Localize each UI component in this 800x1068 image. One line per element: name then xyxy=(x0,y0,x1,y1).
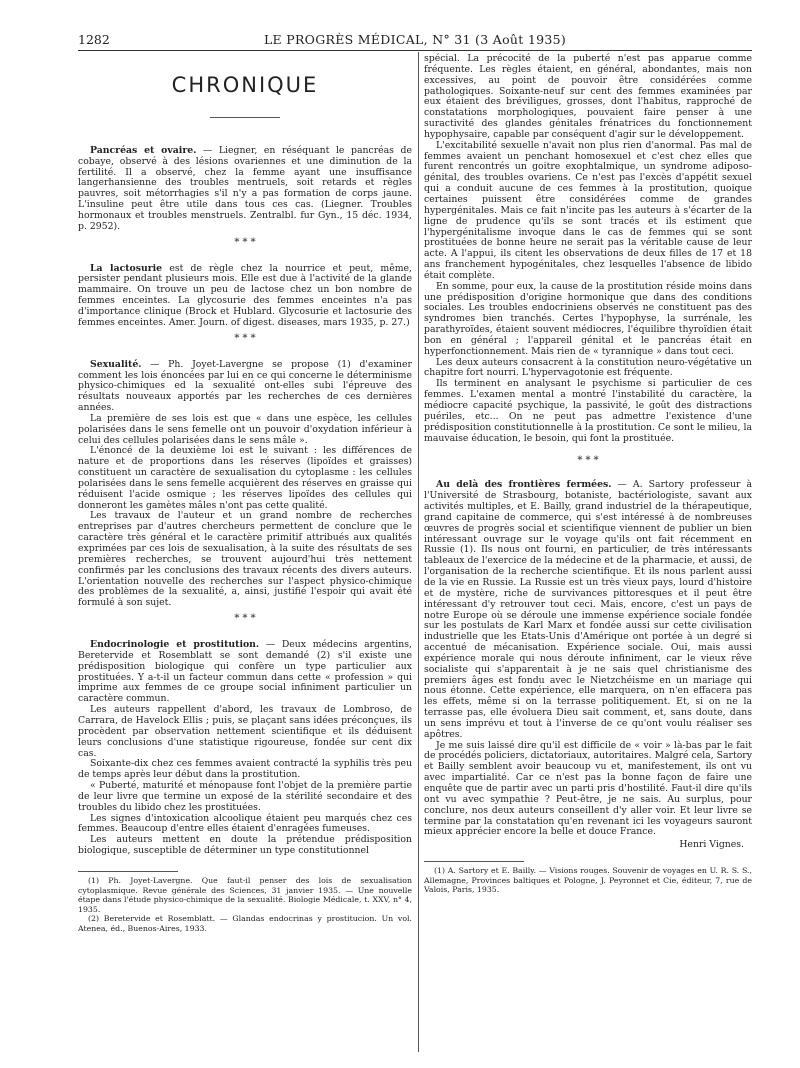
section-title: CHRONIQUE xyxy=(171,73,319,97)
paragraph: spécial. La précocité de la puberté n'est pas apparue comme fréquente. Les règles étaient, en général, abondantes, mais non excessives, au point de pouvoir être considérées comme pathologiques. Soixante-neuf sur cent des femmes examinées par eux étaient des bréviligues, grosses, dont l'habitus, rapproché de constatations morphologiques, pouvaient faire penser à une suractivité des glandes génitales frénatrices du fonctionnement hypophysaire, capable par conséquent d'agir sur le développement. xyxy=(424,53,752,140)
article-text: — Liegner, en réséquant le pancréas de cobaye, observé à des lésions ovariennes et une diminution de la fertilité. Il a observé, chez la femme ayant une insuffisance langerhansienne des troubles mentruels, soit retards et règles pauvres, soit métorrhagies s'il n'y a pas formation de corps jaune. L'insuline peut être utile dans tous ces cas. (Liegner. Troubles hormonaux et troubles menstruels. Zentralbl. fur Gyn., 15 déc. 1934, p. 2952). xyxy=(78,144,412,232)
column-divider xyxy=(418,52,419,1052)
paragraph: L'énoncé de la deuxième loi est le suivant : les différences de nature et de proportions dans les réserves (lipoïdes et graisses) constituent un caractère de sexualisation du cytoplasme : les cellules polarisées dans le sens femelle acquièrent des réserves en graisse qui réduisent l'acide osmique ; les réserves lipoïdes des cellules qui donneront les gamètes mâles n'ont pas cette qualité. xyxy=(78,445,412,511)
footnote-rule xyxy=(424,861,524,862)
paragraph: Ils terminent en analysant le psychisme si particulier de ces femmes. L'examen mental a montré l'instabilité du caractère, la médiocre capacité psychique, la passivité, le goût des distractions puériles, etc... On ne peut pas admettre l'existence d'une prédisposition constitutionnelle à la prostitution. Ce sont le milieu, la mauvaise éducation, le besoin, qui font la prostituée. xyxy=(424,378,752,444)
paragraph: Les deux auteurs consacrent à la constitution neuro-végétative un chapitre fort nourri. L'hypervagotonie est fréquente. xyxy=(424,356,752,379)
article-title: La lactosurie xyxy=(90,262,163,274)
article-lactosurie xyxy=(78,264,412,329)
article-title: Au delà des frontières fermées. xyxy=(436,479,612,491)
article-text: — Ph. Joyet-Lavergne se propose (1) d'examiner comment les lois énoncées par lui en ce qui concerne le déterminisme physico-chimiques ed la sexualité ont-elles subi l'épreuve des résultats nouveaux apportés par les recherches de ces dernières années. xyxy=(78,358,412,414)
footnote: (2) Beretervide et Rosemblatt. — Glandas endocrinas y prostitucion. Un vol. Atenea, éd., Buenos-Aires, 1933. xyxy=(78,914,412,933)
footnote: (1) Ph. Joyet-Lavergne. Que faut-il penser des lois de sexualisation cytoplasmique. Revue générale des Sciences, 31 janvier 1935. — Une nouvelle étape dans l'étude physico-chimique de la sexualité. Biologie Médicale, t. XXV, n° 4, 1935. xyxy=(78,875,412,914)
separator-stars: * * * xyxy=(577,455,599,467)
paragraph: Les signes d'intoxication alcoolique étaient peu marqués chez ces femmes. Beaucoup d'entre elles étaient d'enragées fumeuses. xyxy=(78,812,412,835)
right-column xyxy=(424,54,752,895)
article-endocrinologie xyxy=(78,640,412,705)
paragraph: La première de ses lois est que « dans une espèce, les cellules polarisées dans le sens femelle ont un pouvoir d'oxydation inférieur à celui des cellules polarisées dans le sens mâle ». xyxy=(78,412,412,446)
paragraph: « Puberté, maturité et ménopause font l'objet de la première partie de leur livre que termine un exposé de la stérilité secondaire et des troubles du libido chez les prostituées. xyxy=(78,780,412,813)
running-head: LE PROGRÈS MÉDICAL, N° 31 (3 Août 1935) xyxy=(263,32,567,47)
paragraph: Les auteurs mettent en doute la prétendue prédisposition biologique, susceptible de déterminer un type constitutionnel xyxy=(78,834,412,857)
article-frontieres xyxy=(424,480,752,740)
left-column xyxy=(78,54,412,934)
author-signature: Henri Vignes. xyxy=(679,839,744,851)
title-rule xyxy=(210,117,280,118)
article-text: — Deux médecins argentins, Beretervide et Rosemblatt se sont demandé (2) s'il existe une prédisposition biologique qui confère un type particulier aux prostituées. Y a-t-il un facteur commun dans cette « profession » qui imprime aux femmes de ce groupe social infiniment particulier un caractère commun. xyxy=(78,639,412,705)
page-header xyxy=(78,30,752,51)
separator-stars: * * * xyxy=(234,236,256,248)
paragraph: Je me suis laissé dire qu'il est difficile de « voir » là-bas par le fait de procédés policiers, dictatoriaux, autoritaires. Malgré cela, Sartory et Bailly semblent avoir beaucoup vu et, manifestement, ils ont vu avec impartialité. Car ce n'est pas la bonne façon de faire une enquête que de partir avec un parti pris d'hostilité. Faut-il dire qu'ils ont vu avec sympathie ? Peut-être, je ne sais. Au surplus, pour conclure, nos deux auteurs conseillent d'y aller voir. Et leur livre se termine par la constatation qu'en revenant ici les voyageurs sauront mieux apprécier encore la belle et douce France. xyxy=(424,739,753,838)
paragraph: Les travaux de l'auteur et un grand nombre de recherches entreprises par d'autres chercheurs permettent de conclure que le caractère très général et le caractère primitif attribués aux qualités exprimées par ces lois de sexualisation, à la suite des résultats de ses premières recherches, se trouvent aujourd'hui très nettement confirmés par les conclusions des travaux récents des divers auteurs. L'orientation nouvelle des recherches sur l'aspect physico-chimique des problèmes de la sexualité, a, ainsi, justifié l'espoir qui avait été formulé à son sujet. xyxy=(78,510,412,609)
separator-stars: * * * xyxy=(234,613,256,625)
article-title: Sexualité. xyxy=(90,358,142,370)
footnote-rule xyxy=(78,871,178,872)
article-text: est de règle chez la nourrice et peut, même, persister pendant plusieurs mois. Elle est due à l'activité de la glande mammaire. On trouve un peu de lactose chez un bon nombre de femmes enceintes. La glycosurie des femmes enceintes n'a pas d'importance clinique (Brock et Hublard. Glycosurie et lactosurie des femmes enceintes. Amer. Journ. of digest. diseases, mars 1935, p. 27.) xyxy=(78,262,412,328)
separator-stars: * * * xyxy=(234,332,256,344)
footnote: (1) A. Sartory et E. Bailly. — Visions rouges. Souvenir de voyages en U. R. S. S., Allemagne, Provinces baltiques et Pologne, J. Peyronnet et Cie, éditeur, 7, rue de Valois, Paris, 1935. xyxy=(424,866,752,895)
paragraph: En somme, pour eux, la cause de la prostitution réside moins dans une prédisposition d'origine hormonique que dans des conditions sociales. Les troubles endocriniens observés ne constituent pas des syndromes bien tranchés. Certes l'hypophyse, la surrénale, les parathyroïdes, étaient souvent médiocres, l'équilibre thyroïdien était bon en général ; l'appareil génital et le pancréas était en hyperfonctionnement. Mais rien de « tyrannique » dans tout ceci. xyxy=(424,280,752,357)
article-sexualite xyxy=(78,360,412,414)
page-number: 1282 xyxy=(78,32,110,47)
article-title: Pancréas et ovaire. xyxy=(90,144,197,156)
paragraph: L'excitabilité sexuelle n'avait non plus rien d'anormal. Pas mal de femmes avaient un penchant homosexuel et c'est chez elles que furent rencontrés un goitre exophtalmique, un syndrome adiposo-génital, des troubles ovariens. Ce n'est pas l'excès d'appétit sexuel qui a conduit aucune de ces femmes à la prostitution, quoique certaines puissent être considérées comme de grandes hypergénitales. Mais ce fait n'incite pas les auteurs à s'écarter de la ligne de prudence qu'ils se sont tracés et ils estiment que l'hypergénitalisme invoque dans le cas de femmes qui se sont prostituées de bonne heure ne serait pas la véritable cause de leur acte. A l'appui, ils citent les observations de deux filles de 17 et 18 ans franchement hypogénitales, chez lesquelles l'absence de libido était complète. xyxy=(424,139,752,281)
article-pancreas xyxy=(78,146,412,233)
paragraph: Soixante-dix chez ces femmes avaient contracté la syphilis très peu de temps après leur début dans la prostitution. xyxy=(78,758,412,781)
article-text: — A. Sartory professeur à l'Université de Strasbourg, botaniste, bactériologiste, savant aux activités multiples, et E. Bailly, grand industriel de la thérapeutique, grand capitaine de commerce, qui s'est intéressé à de nombreuses œuvres de progrès social et scientifique viennent de publier un bien intéressant ouvrage sur le voyage qu'ils ont fait récemment en Russie (1). Ils nous ont fourni, en particulier, de très intéressants tableaux de l'exercice de la médecine et de la pharmacie, et aussi, de l'organisation de la recherche scientifique. Et ils nous parlent aussi de la vie en Russie. La Russie est un très vieux pays, lourd d'histoire et de mystère, riche de survivances pittoresques et il peut être intéressant d'y retrouver tout ceci. Mais, encore, c'est un pays de notre Europe où se déroule une immense expérience sociale fondée sur les postulats de Karl Marx et fondée aussi sur cette civilisation industrielle que les Etats-Unis d'Amérique ont portée à un degré si accentué de mécanisation. Expérience sociale. Oui, mais aussi expérience morale qui nous déroute infiniment, car le vieux rêve socialiste qui s'apparentait à je ne sais quel christianisme des premiers âges est fondu avec le Nietzchéisme en un mariage qui nous étonne. Cette expérience, elle marquera, on n'en effacera pas les effets, même si on la terrasse politiquement. Et, si on ne la terrasse pas, elle évoluera Dieu sait comment, et, sans doute, dans un sens imprévu et tout à l'inverse de ce qu'ont voulu réaliser ses apôtres. xyxy=(424,479,752,740)
article-title: Endocrinologie et prostitution. xyxy=(90,639,260,651)
paragraph: Les auteurs rappellent d'abord, les travaux de Lombroso, de Carrara, de Havelock Ellis ; puis, se plaçant sans idées préconçues, ils procèdent par observation nettement scientifique et ils déduisent leurs conclusions d'une statistique rigoureuse, fondée sur cent dix cas. xyxy=(78,704,412,759)
